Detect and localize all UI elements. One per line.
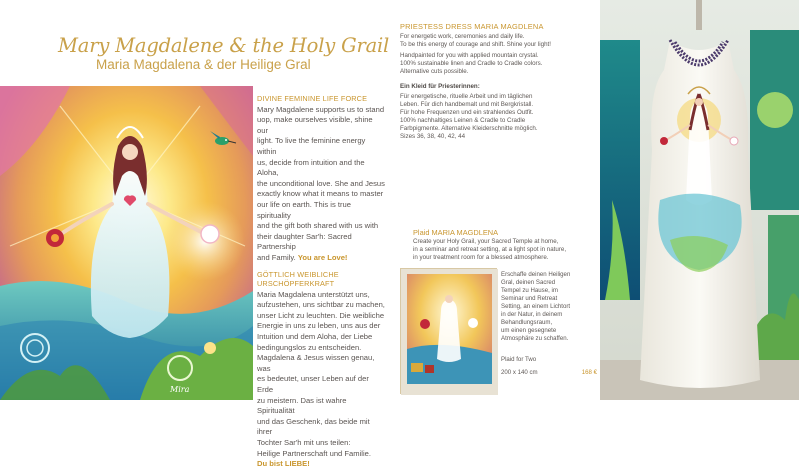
plaid-de-line: in der Natur, in deinem [501, 311, 563, 318]
plaid-description-de [501, 271, 597, 343]
dress-sizes: Sizes 36, 38, 40, 42, 44 [400, 133, 466, 141]
body-line: Mary Magdalene supports us to stand [257, 104, 385, 114]
plaid-de-line: Erschaffe deinen Heiligen [501, 271, 571, 278]
section-body-de [257, 290, 385, 470]
dress-de-heading: Ein Kleid für Priesterinnen: [400, 83, 480, 91]
body-line: Maria Magdalena unterstützt uns, [257, 289, 370, 299]
dress-de-line: Leben. Für dich handbemalt und mit Bergkristall. [400, 100, 534, 108]
dress-en-line: Alternative cuts possible. [400, 68, 469, 76]
page-title-script: Mary Magdalene & the Holy Grail [58, 34, 390, 57]
intro-text-column [257, 94, 385, 470]
plaid-heading: Plaid MARIA MAGDLENA [413, 228, 499, 237]
plaid-de-line: Atmosphäre zu schaffen. [501, 335, 569, 342]
body-line: their daughter Sar'h: Sacred Partnership [257, 231, 352, 252]
body-line: Heilige Partnerschaft und Familie. [257, 448, 371, 458]
plaid-size-price-row [501, 369, 597, 377]
heading-line: GÖTTLICH WEIBLICHE [257, 269, 339, 279]
heading-line: URSCHÖPFERKRAFT [257, 279, 335, 289]
body-line: the unconditional love. She and Jesus [257, 178, 385, 188]
plaid-size: 200 x 140 cm [501, 369, 538, 376]
body-line [257, 253, 385, 264]
dress-en-line: To be this energy of courage and shift. Shine your light! [400, 41, 551, 49]
body-line: light. To live the feminine energy within [257, 136, 366, 156]
dress-heading-caps: PRIESTESS DRESS [400, 22, 472, 31]
plaid-photo [400, 268, 497, 394]
body-line: uop, make ourselves visible, shine our [257, 115, 373, 135]
body-line: us, decide from intuition and the Aloha, [257, 157, 365, 178]
section-heading-de [257, 270, 385, 289]
section-body-en [257, 105, 385, 264]
plaid-de-line: um einen gesegnete [501, 327, 557, 334]
plaid-de-line: Tempel zu Hause, im [501, 287, 558, 294]
dress-de-line: Für hohe Frequenzen und ein strahlendes Outfit. [400, 108, 534, 116]
dress-product-block [400, 22, 590, 141]
body-line: and the gift both shared with us with [257, 221, 379, 231]
body-line: Energie in uns zu leben, uns aus der [257, 321, 381, 331]
page-subtitle: Maria Magdalena & der Heilige Gral [96, 57, 311, 72]
dress-en-line: For energetic work, ceremonies and daily life. [400, 33, 525, 40]
body-line: Magdalena & Jesus wissen genau, was [257, 353, 375, 373]
dress-en-line: 100% sustainable linen and Cradle to Cradle colors. [400, 60, 543, 68]
body-line: exactly know what it means to master [257, 189, 384, 199]
mary-magdalene-painting [0, 86, 253, 400]
plaid-de-line: Setting, an einem Lichtort [501, 303, 571, 310]
body-line: bedingungslos zu entscheiden. [257, 342, 362, 352]
dress-photo [600, 0, 799, 400]
accent-text-de: Du bist LIEBE! [257, 459, 310, 469]
plaid-meta [501, 356, 597, 377]
dress-en-line: Handpainted for you with applied mountain crystal. [400, 52, 539, 60]
body-line: our life on earth. This is true spirituality [257, 199, 351, 220]
plaid-price: 168 € [581, 369, 597, 376]
plaid-intro-en [413, 238, 598, 262]
plaid-de-line: Behandlungsraum, [501, 319, 553, 326]
body-line: unser Licht zu leuchten. Die weibliche [257, 310, 385, 320]
body-line: zu meistern. Das ist wahre Spiritualität [257, 395, 347, 416]
body-line-text: and Family. [257, 252, 296, 262]
accent-text-en: You are Love! [297, 252, 348, 262]
body-line: Tochter Sar'h mit uns teilen: [257, 438, 351, 447]
dress-heading [400, 22, 590, 31]
plaid-de-line: Seminar und Retreat [501, 295, 558, 302]
plaid-de-line: Gral, deinen Sacred [501, 279, 556, 286]
plaid-en-line: in a seminar and retreat setting, at a light spot in nature, [413, 246, 567, 254]
body-line: es bedeutet, unser Leben auf der Erde [257, 374, 369, 395]
body-line: aufzustehen, uns sichtbar zu machen, [257, 300, 385, 310]
painting-signature: Mira [170, 385, 190, 394]
dress-de-line: Farbpigmente. Alternative Kleiderschnitte möglich. [400, 124, 538, 132]
section-heading-en: DIVINE FEMININE LIFE FORCE [257, 94, 368, 103]
dress-de-line: Für energetische, rituelle Arbeit und im täglichen [400, 92, 533, 100]
plaid-en-line: in your treatment room for a blessed atmosphere. [413, 254, 549, 262]
dress-heading-name: MARIA MAGDLENA [474, 22, 544, 31]
body-line: und das Geschenk, das beide mit ihrer [257, 416, 370, 437]
plaid-label: Plaid for Two [501, 356, 537, 363]
dress-de-line: 100% nachhaltiges Leinen & Cradle to Cradle [400, 116, 526, 124]
plaid-en-line: Create your Holy Grail, your Sacred Temple at home, [413, 238, 559, 245]
body-line: Intuition und dem Aloha, der Liebe [257, 332, 373, 342]
